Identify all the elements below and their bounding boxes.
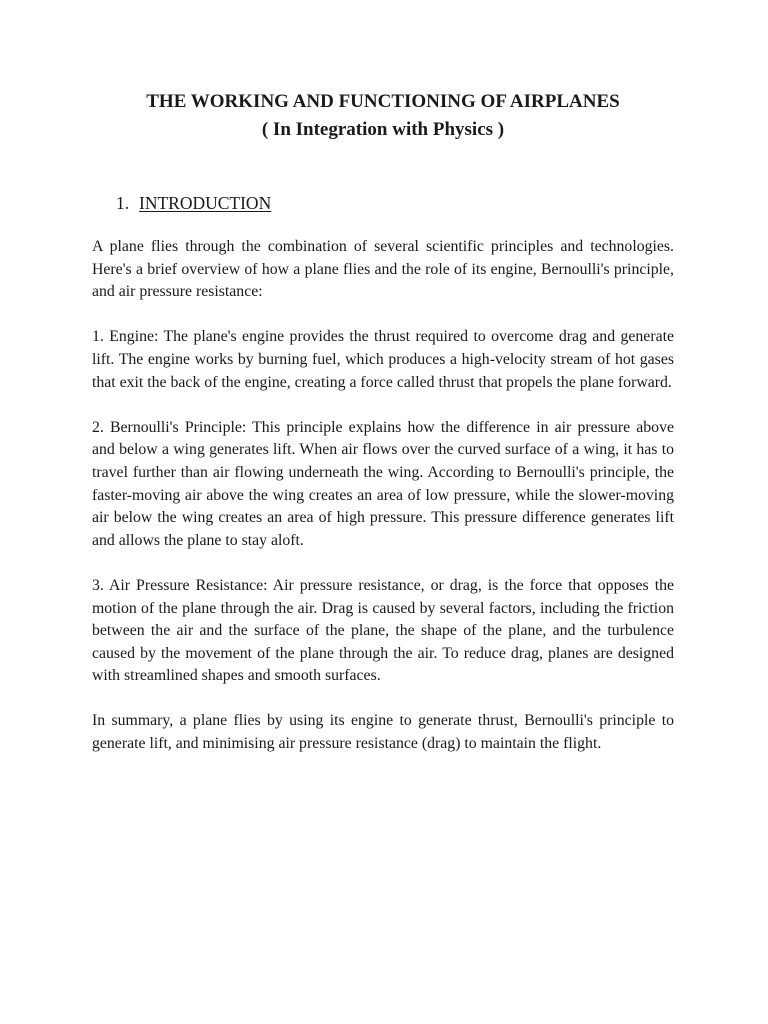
paragraph-bernoulli: 2. Bernoulli's Principle: This principle explains how the difference in air pressure above and below a wing generates lift. When air flows over the curved surface of a wing, it has to travel further than air flowing underneath the wing. According to Bernoulli's principle, the faster-moving air above the wing creates an area of low pressure, while the slower-moving air below the wing creates an area of high pressure. This pressure difference generates lift and allows the plane to stay aloft. xyxy=(92,418,674,549)
section-heading xyxy=(116,191,271,215)
paragraph-air-resistance: 3. Air Pressure Resistance: Air pressure resistance, or drag, is the force that opposes the motion of the plane through the air. Drag is caused by several factors, including the friction between the air and the surface of the plane, the shape of the plane, and the turbulence caused by the movement of the plane through the air. To reduce drag, planes are designed with streamlined shapes and smooth surfaces. xyxy=(92,576,674,685)
paragraph-intro: A plane flies through the combination of several scientific principles and technologies. Here's a brief overview of how a plane flies and the role of its engine, Bernoulli's principle, and air pressure resistance: xyxy=(92,238,674,301)
document-title: THE WORKING AND FUNCTIONING OF AIRPLANES xyxy=(146,91,620,112)
section-title: INTRODUCTION xyxy=(139,193,272,213)
section-number: 1. xyxy=(116,193,130,213)
document-subtitle: ( In Integration with Physics ) xyxy=(261,119,505,140)
document-body xyxy=(92,236,674,778)
paragraph-summary: In summary, a plane flies by using its engine to generate thrust, Bernoulli's principle to generate lift, and minimising air pressure resistance (drag) to maintain the flight. xyxy=(92,712,674,753)
title-block xyxy=(92,88,674,144)
paragraph-engine: 1. Engine: The plane's engine provides the thrust required to overcome drag and generate lift. The engine works by burning fuel, which produces a high-velocity stream of hot gases that exit the back of the engine, creating a force called thrust that propels the plane forward. xyxy=(92,328,674,391)
